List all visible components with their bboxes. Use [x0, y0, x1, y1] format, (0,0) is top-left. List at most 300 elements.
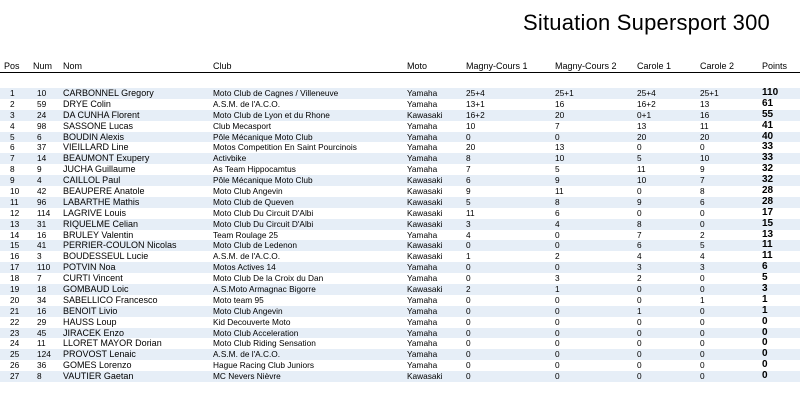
- header-carole-1: Carole 1: [637, 61, 672, 71]
- cell-moto: Yamaha: [407, 316, 438, 327]
- cell-club: Moto Club Acceleration: [213, 327, 299, 338]
- cell-club: Moto Club de Ledenon: [213, 240, 297, 251]
- cell-moto: Kawasaki: [407, 207, 443, 218]
- cell-magny-cours-1: 0: [466, 262, 471, 273]
- cell-pos: 20: [10, 294, 20, 305]
- cell-carole-1: 3: [637, 262, 642, 273]
- cell-club: Activbike: [213, 153, 247, 164]
- cell-rider-name: JUCHA Guillaume: [63, 164, 136, 175]
- cell-rider-name: SABELLICO Francesco: [63, 294, 158, 305]
- cell-pos: 5: [10, 131, 15, 142]
- cell-num: 8: [37, 371, 42, 382]
- cell-magny-cours-1: 5: [466, 196, 471, 207]
- cell-magny-cours-1: 0: [466, 273, 471, 284]
- cell-num: 7: [37, 273, 42, 284]
- cell-magny-cours-1: 0: [466, 360, 471, 371]
- cell-moto: Kawasaki: [407, 240, 443, 251]
- cell-rider-name: VAUTIER Gaetan: [63, 371, 134, 382]
- cell-moto: Kawasaki: [407, 175, 443, 186]
- cell-carole-1: 2: [637, 273, 642, 284]
- table-row: [0, 230, 800, 241]
- cell-magny-cours-1: 1: [466, 251, 471, 262]
- cell-num: 41: [37, 240, 47, 251]
- table-row: [0, 317, 800, 328]
- cell-magny-cours-1: 0: [466, 294, 471, 305]
- cell-rider-name: DA CUNHA Florent: [63, 109, 140, 120]
- cell-club: A.S.Moto Armagnac Bigorre: [213, 284, 316, 295]
- cell-magny-cours-2: 0: [555, 240, 560, 251]
- cell-magny-cours-2: 0: [555, 371, 560, 382]
- cell-club: Pôle Mécanique Moto Club: [213, 131, 313, 142]
- cell-num: 45: [37, 327, 47, 338]
- cell-points: 0: [762, 326, 768, 338]
- cell-club: A.S.M. de l'A.C.O.: [213, 251, 281, 262]
- cell-pos: 2: [10, 98, 15, 109]
- cell-magny-cours-1: 6: [466, 175, 471, 186]
- cell-carole-2: 9: [700, 164, 705, 175]
- cell-magny-cours-1: 7: [466, 164, 471, 175]
- cell-pos: 18: [10, 273, 20, 284]
- table-row: [0, 262, 800, 273]
- cell-moto: Yamaha: [407, 229, 438, 240]
- cell-num: 29: [37, 316, 47, 327]
- table-row: [0, 371, 800, 382]
- cell-club: Moto Club Du Circuit D'Albi: [213, 207, 314, 218]
- cell-carole-2: 0: [700, 349, 705, 360]
- cell-carole-2: 2: [700, 229, 705, 240]
- cell-magny-cours-1: 9: [466, 186, 471, 197]
- cell-moto: Yamaha: [407, 305, 438, 316]
- cell-moto: Yamaha: [407, 153, 438, 164]
- cell-num: 31: [37, 218, 47, 229]
- table-row: [0, 273, 800, 284]
- cell-moto: Yamaha: [407, 338, 438, 349]
- cell-num: 114: [37, 207, 51, 218]
- cell-club: A.S.M. de l'A.C.O.: [213, 98, 281, 109]
- cell-club: As Team Hippocamtus: [213, 164, 296, 175]
- cell-points: 0: [762, 337, 768, 349]
- cell-points: 1: [762, 293, 768, 305]
- cell-num: 16: [37, 229, 47, 240]
- cell-carole-1: 0: [637, 284, 642, 295]
- cell-rider-name: BRULEY Valentin: [63, 229, 134, 240]
- table-row: [0, 153, 800, 164]
- cell-pos: 9: [10, 175, 15, 186]
- cell-points: 28: [762, 195, 774, 207]
- cell-magny-cours-2: 11: [555, 186, 564, 197]
- table-row: [0, 121, 800, 132]
- cell-pos: 27: [10, 371, 20, 382]
- cell-carole-2: 0: [700, 207, 705, 218]
- cell-carole-2: 3: [700, 262, 705, 273]
- cell-magny-cours-2: 2: [555, 251, 560, 262]
- cell-pos: 3: [10, 109, 15, 120]
- cell-num: 16: [37, 305, 47, 316]
- cell-pos: 24: [10, 338, 20, 349]
- cell-moto: Yamaha: [407, 142, 438, 153]
- table-row: [0, 219, 800, 230]
- cell-pos: 14: [10, 229, 20, 240]
- cell-magny-cours-2: 8: [555, 196, 560, 207]
- cell-points: 5: [762, 272, 768, 284]
- cell-magny-cours-2: 9: [555, 175, 560, 186]
- cell-carole-1: 0: [637, 207, 642, 218]
- cell-rider-name: BOUDIN Alexis: [63, 131, 125, 142]
- cell-magny-cours-1: 0: [466, 371, 471, 382]
- cell-moto: Kawasaki: [407, 371, 443, 382]
- cell-magny-cours-1: 0: [466, 305, 471, 316]
- table-row: [0, 164, 800, 175]
- cell-carole-2: 1: [700, 294, 705, 305]
- table-row: [0, 142, 800, 153]
- cell-magny-cours-1: 11: [466, 207, 475, 218]
- cell-club: Moto Club Angevin: [213, 305, 283, 316]
- cell-points: 0: [762, 359, 768, 371]
- cell-pos: 4: [10, 120, 15, 131]
- cell-carole-2: 25+1: [700, 88, 719, 98]
- cell-moto: Yamaha: [407, 98, 438, 109]
- cell-magny-cours-2: 16: [555, 98, 565, 109]
- cell-carole-2: 11: [700, 120, 709, 131]
- cell-moto: Kawasaki: [407, 284, 443, 295]
- cell-magny-cours-1: 20: [466, 142, 476, 153]
- cell-club: Moto Club Du Circuit D'Albi: [213, 218, 314, 229]
- cell-moto: Yamaha: [407, 273, 438, 284]
- cell-carole-1: 1: [637, 305, 642, 316]
- cell-moto: Yamaha: [407, 164, 438, 175]
- cell-rider-name: GOMBAUD Loic: [63, 284, 129, 295]
- cell-magny-cours-2: 0: [555, 305, 560, 316]
- cell-moto: Yamaha: [407, 88, 438, 98]
- cell-num: 37: [37, 142, 47, 153]
- cell-magny-cours-2: 0: [555, 262, 560, 273]
- cell-rider-name: BEAUMONT Exupery: [63, 153, 150, 164]
- table-row: [0, 251, 800, 262]
- cell-carole-1: 5: [637, 153, 642, 164]
- cell-moto: Kawasaki: [407, 109, 443, 120]
- cell-num: 110: [37, 262, 51, 273]
- cell-carole-2: 4: [700, 251, 705, 262]
- cell-points: 11: [762, 250, 773, 262]
- cell-carole-1: 20: [637, 131, 647, 142]
- cell-carole-1: 0: [637, 371, 642, 382]
- cell-magny-cours-2: 0: [555, 229, 560, 240]
- cell-pos: 15: [10, 240, 20, 251]
- header-club: Club: [213, 61, 232, 71]
- cell-pos: 22: [10, 316, 20, 327]
- cell-pos: 26: [10, 360, 20, 371]
- table-row: [0, 175, 800, 186]
- cell-num: 6: [37, 131, 42, 142]
- cell-carole-1: 8: [637, 218, 642, 229]
- cell-moto: Kawasaki: [407, 251, 443, 262]
- cell-pos: 19: [10, 284, 20, 295]
- cell-carole-2: 0: [700, 371, 705, 382]
- cell-club: MC Nevers Nièvre: [213, 371, 281, 382]
- table-row: [0, 295, 800, 306]
- cell-carole-1: 7: [637, 229, 642, 240]
- cell-points: 0: [762, 315, 768, 327]
- cell-carole-2: 16: [700, 109, 710, 120]
- cell-pos: 16: [10, 251, 20, 262]
- cell-magny-cours-1: 0: [466, 338, 471, 349]
- table-row: [0, 99, 800, 110]
- cell-num: 10: [37, 88, 47, 98]
- cell-num: 18: [37, 284, 47, 295]
- cell-carole-2: 0: [700, 338, 705, 349]
- cell-num: 11: [37, 338, 46, 349]
- cell-num: 59: [37, 98, 47, 109]
- cell-pos: 6: [10, 142, 15, 153]
- cell-club: Kid Decouverte Moto: [213, 316, 291, 327]
- cell-carole-1: 0: [637, 294, 642, 305]
- cell-magny-cours-1: 0: [466, 327, 471, 338]
- cell-points: 1: [762, 304, 768, 316]
- cell-num: 42: [37, 186, 47, 197]
- cell-num: 14: [37, 153, 47, 164]
- cell-num: 24: [37, 109, 47, 120]
- cell-magny-cours-2: 0: [555, 131, 560, 142]
- cell-num: 3: [37, 251, 42, 262]
- cell-magny-cours-1: 13+1: [466, 98, 485, 109]
- cell-carole-2: 0: [700, 316, 705, 327]
- cell-rider-name: JIRACEK Enzo: [63, 327, 125, 338]
- cell-rider-name: GOMES Lorenzo: [63, 360, 132, 371]
- cell-points: 32: [762, 174, 774, 186]
- cell-rider-name: RIQUELME Celian: [63, 218, 139, 229]
- cell-magny-cours-2: 7: [555, 120, 560, 131]
- cell-moto: Kawasaki: [407, 218, 443, 229]
- cell-carole-2: 0: [700, 327, 705, 338]
- cell-magny-cours-2: 10: [555, 153, 565, 164]
- cell-magny-cours-2: 0: [555, 294, 560, 305]
- table-row: [0, 197, 800, 208]
- cell-rider-name: PERRIER-COULON Nicolas: [63, 240, 177, 251]
- cell-magny-cours-2: 6: [555, 207, 560, 218]
- cell-magny-cours-1: 0: [466, 316, 471, 327]
- cell-points: 55: [762, 108, 774, 120]
- cell-carole-2: 0: [700, 305, 705, 316]
- cell-points: 33: [762, 152, 774, 164]
- cell-moto: Yamaha: [407, 262, 438, 273]
- cell-magny-cours-1: 3: [466, 218, 471, 229]
- cell-magny-cours-1: 8: [466, 153, 471, 164]
- cell-magny-cours-1: 16+2: [466, 109, 485, 120]
- cell-carole-1: 11: [637, 164, 646, 175]
- table-row: [0, 132, 800, 143]
- cell-club: Club Mecasport: [213, 120, 272, 131]
- cell-rider-name: BOUDESSEUL Lucie: [63, 251, 149, 262]
- table-row: [0, 186, 800, 197]
- cell-magny-cours-2: 13: [555, 142, 565, 153]
- cell-points: 6: [762, 261, 768, 273]
- cell-club: Pôle Mécanique Moto Club: [213, 175, 313, 186]
- table-header: [0, 59, 800, 73]
- cell-pos: 11: [10, 196, 19, 207]
- page-title: Situation Supersport 300: [523, 10, 770, 35]
- cell-rider-name: BENOIT Livio: [63, 305, 118, 316]
- cell-carole-2: 6: [700, 196, 705, 207]
- cell-pos: 13: [10, 218, 20, 229]
- cell-carole-1: 9: [637, 196, 642, 207]
- cell-club: Team Roulage 25: [213, 229, 279, 240]
- cell-magny-cours-2: 5: [555, 164, 560, 175]
- header-carole-2: Carole 2: [700, 61, 735, 71]
- cell-carole-1: 0: [637, 316, 642, 327]
- cell-carole-1: 0+1: [637, 109, 652, 120]
- cell-club: Moto Club de Lyon et du Rhone: [213, 109, 330, 120]
- cell-magny-cours-1: 4: [466, 229, 471, 240]
- cell-pos: 8: [10, 164, 15, 175]
- cell-moto: Yamaha: [407, 360, 438, 371]
- table-row: [0, 328, 800, 339]
- header-moto: Moto: [407, 61, 428, 71]
- cell-club: Moto team 95: [213, 294, 264, 305]
- header-magny-cours-2: Magny-Cours 2: [555, 61, 617, 71]
- table-row: [0, 360, 800, 371]
- cell-club: Moto Club de Queven: [213, 196, 294, 207]
- cell-magny-cours-2: 0: [555, 316, 560, 327]
- cell-carole-1: 0: [637, 338, 642, 349]
- cell-rider-name: CARBONNEL Gregory: [63, 88, 154, 98]
- cell-points: 11: [762, 239, 773, 251]
- cell-rider-name: VIEILLARD Line: [63, 142, 129, 153]
- cell-points: 33: [762, 141, 774, 153]
- cell-carole-1: 0: [637, 186, 642, 197]
- cell-magny-cours-2: 0: [555, 338, 560, 349]
- cell-points: 15: [762, 217, 774, 229]
- header-pos: Pos: [4, 61, 20, 71]
- cell-carole-1: 0: [637, 142, 642, 153]
- cell-magny-cours-2: 0: [555, 360, 560, 371]
- cell-magny-cours-2: 3: [555, 273, 560, 284]
- cell-pos: 12: [10, 207, 20, 218]
- header-points: Points: [762, 61, 788, 71]
- cell-moto: Yamaha: [407, 120, 438, 131]
- cell-magny-cours-2: 4: [555, 218, 560, 229]
- table-row: [0, 349, 800, 360]
- cell-rider-name: LABARTHE Mathis: [63, 196, 140, 207]
- cell-magny-cours-2: 0: [555, 327, 560, 338]
- standings-table: [0, 88, 800, 382]
- cell-carole-1: 16+2: [637, 98, 656, 109]
- cell-magny-cours-1: 0: [466, 349, 471, 360]
- cell-points: 110: [762, 87, 779, 98]
- cell-moto: Kawasaki: [407, 196, 443, 207]
- cell-rider-name: SASSONE Lucas: [63, 120, 134, 131]
- cell-rider-name: LLORET MAYOR Dorian: [63, 338, 162, 349]
- cell-carole-2: 20: [700, 131, 710, 142]
- table-row: [0, 306, 800, 317]
- cell-carole-2: 0: [700, 218, 705, 229]
- cell-magny-cours-1: 10: [466, 120, 476, 131]
- cell-carole-1: 25+4: [637, 88, 656, 98]
- cell-points: 0: [762, 370, 768, 382]
- cell-rider-name: BEAUPERE Anatole: [63, 186, 145, 197]
- cell-carole-1: 0: [637, 349, 642, 360]
- cell-carole-1: 10: [637, 175, 647, 186]
- header-nom: Nom: [63, 61, 83, 71]
- cell-carole-1: 4: [637, 251, 642, 262]
- header-num: Num: [33, 61, 53, 71]
- cell-points: 41: [762, 119, 774, 131]
- cell-num: 4: [37, 175, 42, 186]
- cell-carole-2: 10: [700, 153, 710, 164]
- cell-club: Motos Actives 14: [213, 262, 276, 273]
- table-row: [0, 338, 800, 349]
- cell-magny-cours-1: 25+4: [466, 88, 485, 98]
- cell-carole-2: 0: [700, 273, 705, 284]
- cell-num: 36: [37, 360, 47, 371]
- cell-num: 124: [37, 349, 51, 360]
- cell-pos: 25: [10, 349, 20, 360]
- table-row: [0, 284, 800, 295]
- cell-points: 3: [762, 283, 768, 295]
- cell-num: 98: [37, 120, 47, 131]
- cell-points: 61: [762, 97, 774, 109]
- cell-club: Moto Club De la Croix du Dan: [213, 273, 324, 284]
- cell-carole-1: 13: [637, 120, 647, 131]
- cell-pos: 7: [10, 153, 15, 164]
- table-row: [0, 208, 800, 219]
- cell-moto: Yamaha: [407, 349, 438, 360]
- cell-num: 34: [37, 294, 47, 305]
- cell-club: Hague Racing Club Juniors: [213, 360, 315, 371]
- header-divider: [0, 72, 800, 73]
- cell-points: 17: [762, 206, 774, 218]
- cell-pos: 10: [10, 186, 20, 197]
- cell-carole-2: 7: [700, 175, 705, 186]
- cell-points: 32: [762, 163, 774, 175]
- cell-rider-name: CAILLOL Paul: [63, 175, 121, 186]
- cell-points: 13: [762, 228, 774, 240]
- cell-rider-name: HAUSS Loup: [63, 316, 117, 327]
- cell-rider-name: CURTI Vincent: [63, 273, 123, 284]
- cell-rider-name: LAGRIVE Louis: [63, 207, 127, 218]
- cell-pos: 17: [10, 262, 20, 273]
- cell-club: Motos Competition En Saint Pourcinois: [213, 142, 357, 153]
- header-magny-cours-1: Magny-Cours 1: [466, 61, 528, 71]
- table-row: [0, 110, 800, 121]
- table-row: [0, 88, 800, 99]
- cell-moto: Yamaha: [407, 327, 438, 338]
- cell-magny-cours-2: 20: [555, 109, 565, 120]
- cell-rider-name: PROVOST Lenaic: [63, 349, 136, 360]
- cell-carole-1: 6: [637, 240, 642, 251]
- cell-club: Moto Club de Cagnes / Villeneuve: [213, 88, 339, 98]
- cell-magny-cours-2: 0: [555, 349, 560, 360]
- cell-club: A.S.M. de l'A.C.O.: [213, 349, 281, 360]
- table-row: [0, 240, 800, 251]
- cell-magny-cours-2: 25+1: [555, 88, 574, 98]
- cell-magny-cours-2: 1: [555, 284, 560, 295]
- cell-points: 28: [762, 185, 774, 197]
- cell-club: Moto Club Angevin: [213, 186, 283, 197]
- cell-rider-name: POTVIN Noa: [63, 262, 116, 273]
- cell-magny-cours-1: 0: [466, 240, 471, 251]
- cell-carole-2: 0: [700, 360, 705, 371]
- cell-num: 9: [37, 164, 42, 175]
- cell-pos: 23: [10, 327, 20, 338]
- cell-points: 40: [762, 130, 774, 142]
- cell-rider-name: DRYE Colin: [63, 98, 111, 109]
- cell-carole-1: 0: [637, 327, 642, 338]
- cell-carole-2: 0: [700, 142, 705, 153]
- cell-club: Moto Club Riding Sensation: [213, 338, 316, 349]
- cell-carole-2: 13: [700, 98, 710, 109]
- cell-magny-cours-1: 0: [466, 131, 471, 142]
- cell-moto: Yamaha: [407, 131, 438, 142]
